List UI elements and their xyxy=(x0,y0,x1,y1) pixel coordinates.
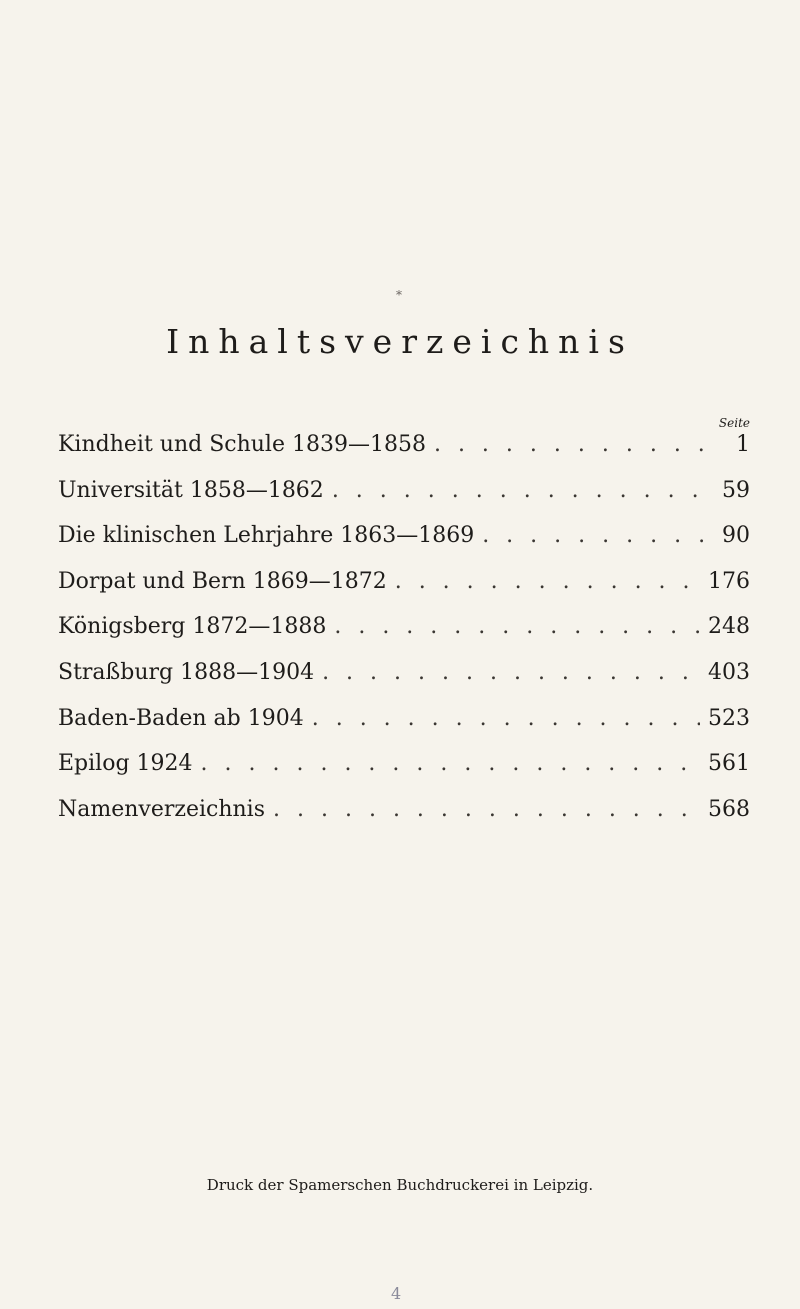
toc-entry xyxy=(58,478,750,524)
toc-entry-title: Dorpat und Bern 1869—1872 xyxy=(58,568,387,594)
table-of-contents xyxy=(58,432,750,842)
dot-leader xyxy=(332,478,706,503)
printer-imprint: Druck der Spamerschen Buchdruckerei in Leipzig. xyxy=(206,1176,594,1194)
toc-entry xyxy=(58,432,750,478)
toc-entry-title: Universität 1858—1862 xyxy=(58,477,324,503)
dot-leader xyxy=(434,432,706,457)
dot-leader xyxy=(482,523,706,548)
toc-entry-title: Straßburg 1888—1904 xyxy=(58,659,315,685)
toc-entry-page: 90 xyxy=(722,523,750,549)
dot-leader xyxy=(312,706,700,731)
toc-entry-page: 403 xyxy=(708,659,750,685)
toc-entry-page: 568 xyxy=(708,796,750,822)
toc-entry xyxy=(58,660,750,706)
toc-entry-page: 176 xyxy=(708,568,750,594)
toc-entry xyxy=(58,614,750,660)
toc-entry-title: Baden-Baden ab 1904 xyxy=(58,705,304,731)
toc-entry-page: 1 xyxy=(736,432,750,457)
ornament-mark: * xyxy=(396,288,402,302)
toc-entry xyxy=(58,569,750,615)
toc-entry-title: Kindheit und Schule 1839—1858 xyxy=(58,432,426,457)
page-column-label: Seite xyxy=(718,416,750,430)
page-number-mark: 4 xyxy=(391,1284,402,1303)
toc-entry-title: Königsberg 1872—1888 xyxy=(58,614,327,640)
toc-entry-page: 523 xyxy=(708,705,750,731)
dot-leader xyxy=(273,797,700,822)
toc-entry xyxy=(58,797,750,843)
toc-entry-page: 59 xyxy=(722,477,750,503)
dot-leader xyxy=(201,751,700,776)
toc-entry-title: Epilog 1924 xyxy=(58,751,193,777)
toc-entry-page: 561 xyxy=(708,751,750,777)
toc-entry-title: Namenverzeichnis xyxy=(58,796,266,822)
toc-entry-page: 248 xyxy=(708,614,750,640)
toc-entry xyxy=(58,523,750,569)
toc-entry xyxy=(58,751,750,797)
dot-leader xyxy=(322,660,700,685)
dot-leader xyxy=(395,569,700,594)
dot-leader xyxy=(334,614,700,639)
page-title: Inhaltsverzeichnis xyxy=(166,322,634,361)
toc-entry-title: Die klinischen Lehrjahre 1863—1869 xyxy=(58,523,475,549)
toc-entry xyxy=(58,706,750,752)
